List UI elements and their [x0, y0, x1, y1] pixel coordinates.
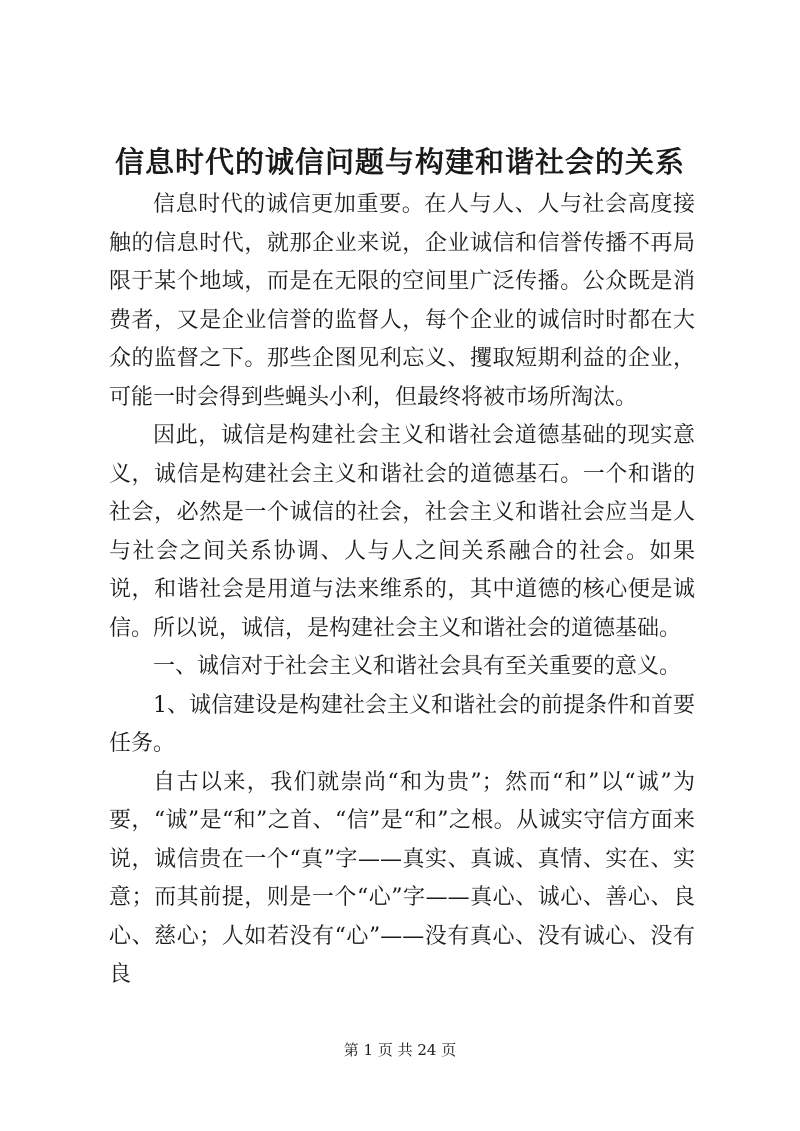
page-footer: 第 1 页 共 24 页 [343, 1041, 457, 1059]
document-title: 信息时代的诚信问题与构建和谐社会的关系 [114, 145, 685, 179]
paragraph-3: 自古以来，我们就崇尚“和为贵”；然而“和”以“诚”为要，“诚”是“和”之首、“信”是“和”之根。从诚实守信方面来说，诚信贵在一个“真”字——真实、真诚、真情、实在、实意；而其前提，则是一个“心”字——真心、诚心、善心、良心、慈心；人如若没有“心”——没有真心、没有诚心、没有良 [109, 769, 695, 987]
section-heading-1: 一、诚信对于社会主义和谐社会具有至关重要的意义。 [153, 654, 682, 679]
paragraph-2: 因此，诚信是构建社会主义和谐社会道德基础的现实意义，诚信是构建社会主义和谐社会的道德基石。一个和谐的社会，必然是一个诚信的社会，社会主义和谐社会应当是人与社会之间关系协调、人与人之间关系融合的社会。如果说，和谐社会是用道与法来维系的，其中道德的核心便是诚信。所以说，诚信，是构建社会主义和谐社会的道德基础。 [109, 423, 695, 641]
paragraph-1: 信息时代的诚信更加重要。在人与人、人与社会高度接触的信息时代，就那企业来说，企业诚信和信誉传播不再局限于某个地域，而是在无限的空间里广泛传播。公众既是消费者，又是企业信誉的监督人，每个企业的诚信时时都在大众的监督之下。那些企图见利忘义、攫取短期利益的企业，可能一时会得到些蝇头小利，但最终将被市场所淘汰。 [109, 192, 695, 410]
subsection-heading-1: 1、诚信建设是构建社会主义和谐社会的前提条件和首要任务。 [109, 692, 695, 756]
document-body [109, 186, 695, 995]
